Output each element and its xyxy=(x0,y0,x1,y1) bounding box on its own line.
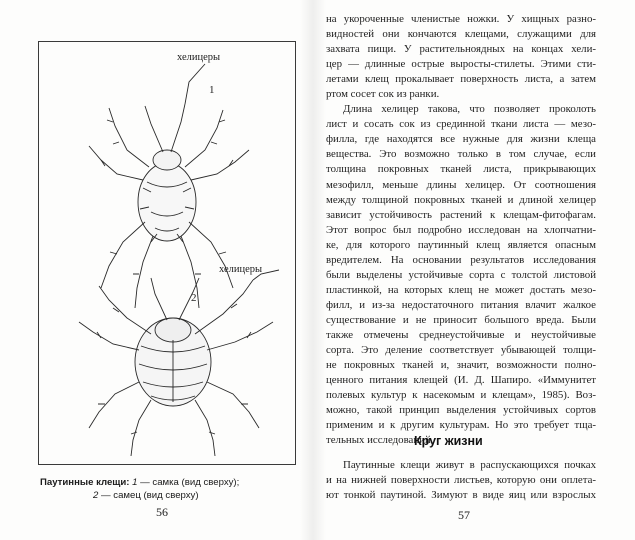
text-line: Паутинные клещи живут в распускающихся почках xyxy=(343,459,596,471)
page-number-left: 56 xyxy=(156,505,168,519)
text-line: также отмечены среднеустойчивые и неустойчивые xyxy=(326,328,596,341)
figure-label-chelicerae-2: хелицеры xyxy=(219,264,263,275)
page-gutter xyxy=(300,0,326,540)
text-line: филл, и из-за недостаточного питания влачит жалкое xyxy=(326,298,596,311)
text-line: ценного питания клещей (И. Д. Шапиро. «Иммунитет xyxy=(326,374,596,387)
figure-caption xyxy=(40,476,280,502)
text-line: были выделены устойчивые сорта с толстой листовой xyxy=(326,268,596,281)
section-heading: Круг жизни xyxy=(414,434,483,448)
text-line: лист и сосать сок из срединной ткани листа — мезо- xyxy=(326,118,596,131)
text-line: вредителем. На основании результатов исследования xyxy=(326,253,596,266)
text-line: можно, такой принцип выделения устойчивых сортов xyxy=(326,404,596,417)
text-line: применим и к другим культурам. Но это требует тща- xyxy=(326,419,596,432)
mite-illustration xyxy=(39,42,297,466)
text-line: тельных исследований. xyxy=(326,434,434,447)
text-line: полевых культур к насекомым и клещам», 1985). Воз- xyxy=(326,389,596,402)
figure-frame xyxy=(38,41,296,465)
figure-label-chelicerae-1: хелицеры xyxy=(177,52,221,63)
male-mite-drawing xyxy=(79,270,279,456)
text-line: видностей они кончаются клещами, служащими для xyxy=(326,28,596,41)
text-line: Длина хелицер такова, что позволяет проколоть xyxy=(343,103,596,116)
text-line: не покровных тканей и, значит, возможности полно- xyxy=(326,359,596,372)
caption-num-1: 1 xyxy=(132,477,138,488)
text-line: мезофилл, меньше длины хелицер. От соотношения xyxy=(326,178,596,191)
caption-title: Паутинные клещи: xyxy=(40,477,130,488)
caption-num-2: 2 xyxy=(93,490,99,501)
text-line: толщина покровных тканей листа, прикрывающих xyxy=(326,163,596,176)
text-line: на укороченные членистые ножки. У хищных разно- xyxy=(326,13,596,25)
text-line: и на нижней поверхности листьев, которую они оплета- xyxy=(326,474,596,487)
body-text xyxy=(326,12,596,448)
figure-number-2: 2 xyxy=(191,292,197,304)
text-line: филла, где находятся все нужные для жизни клеща xyxy=(326,133,596,146)
text-line: Этот вопрос был подробно исследован на хлопчатни- xyxy=(326,223,596,236)
text-line: ют тонкой паутиной. Зимуют в виде яиц или взрослых xyxy=(326,489,596,502)
caption-text-1: — самка (вид сверху); xyxy=(137,477,240,488)
text-line: вещества. Это возможно только в том случае, если xyxy=(326,148,596,161)
figure-number-1: 1 xyxy=(209,84,215,96)
text-line: зависит устойчивость растений к клещам-фитофагам. xyxy=(326,208,596,221)
text-line: захвата пищи. У растительноядных на концах хели- xyxy=(326,43,596,56)
text-line: между толщиной покровных тканей и длиной хелицер xyxy=(326,193,596,206)
page-number-right: 57 xyxy=(458,508,470,522)
text-line: ке, для которого паутинный клещ является опасным xyxy=(326,238,596,251)
caption-text-2: — самец (вид сверху) xyxy=(98,490,199,501)
body-text-continued xyxy=(326,458,596,503)
text-line: существование и не приносит большого вреда. Были xyxy=(326,313,596,326)
text-line: ртом сосет сок из ранки. xyxy=(326,88,440,101)
text-line: летами клещ прокалывает поверхность листа, а затем xyxy=(326,73,596,86)
text-line: сорта. Это деление соответствует убывающей толщи- xyxy=(326,344,596,357)
text-line: пластинкой, на которых клещ не может достать мезо- xyxy=(326,283,596,296)
text-line: цер — длинные острые выросты-стилеты. Этими сти- xyxy=(326,58,596,71)
